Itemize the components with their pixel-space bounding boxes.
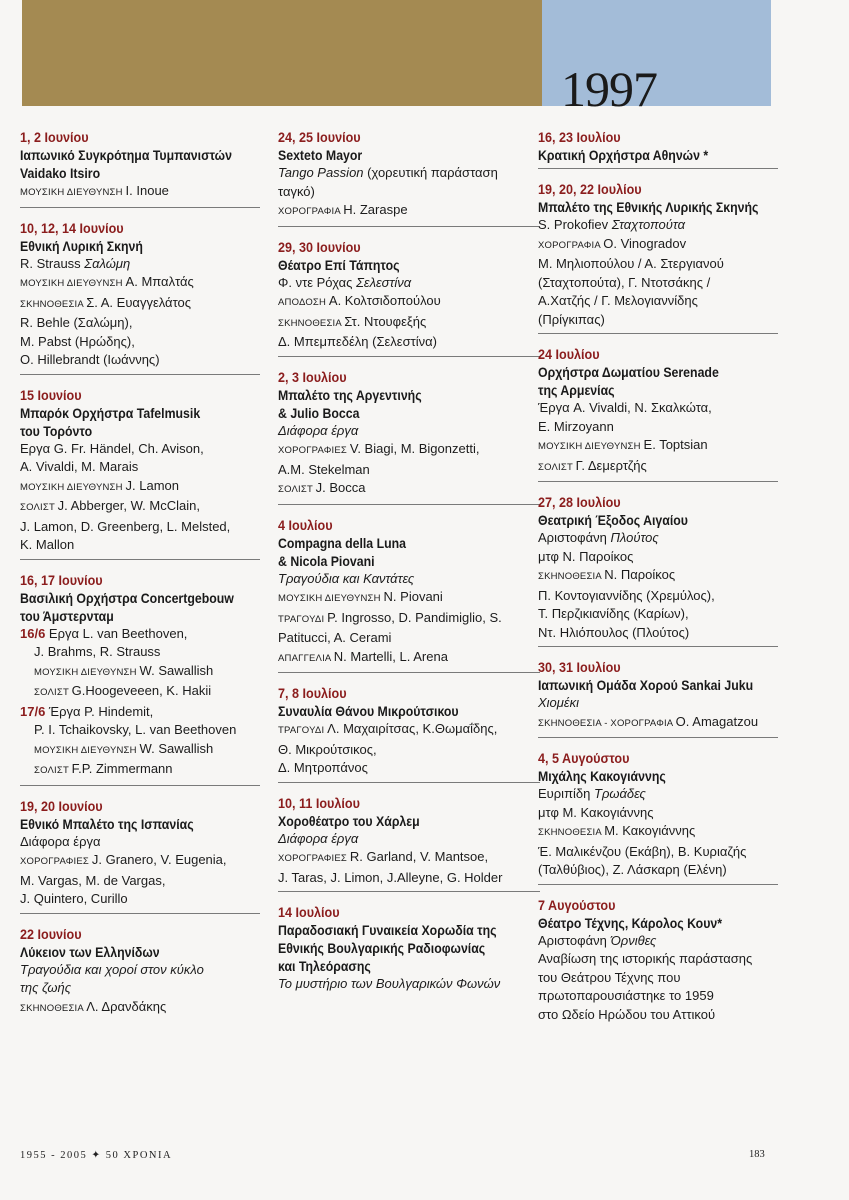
event-detail-line — [20, 273, 260, 294]
detail-text: ταγκό) — [278, 183, 315, 199]
event-detail-line — [278, 720, 540, 741]
event-detail-line — [278, 479, 540, 500]
role-label: ΜΟΥΣΙΚΗ ΔΙΕΥΘΥΝΣΗ — [538, 441, 644, 452]
event-detail-line — [20, 182, 260, 203]
event-title: Vaidako Itsiro — [20, 165, 101, 181]
detail-text: Φ. ντε Ρόχας — [278, 274, 357, 290]
detail-text: R. Behle (Σαλώμη), — [20, 315, 133, 330]
event-detail-line — [278, 741, 540, 760]
work-title: Tango Passion — [278, 165, 364, 180]
event-detail-line — [538, 457, 778, 478]
event-date: 4 Ιουλίου — [278, 516, 333, 533]
detail-text: Γ. Δεμερτζής — [575, 457, 647, 473]
event-detail-line — [20, 314, 260, 333]
event-detail-line — [20, 979, 260, 998]
role-label: ΜΟΥΣΙΚΗ ΔΙΕΥΘΥΝΣΗ — [20, 278, 126, 289]
event-date: 7 Αυγούστου — [538, 896, 616, 913]
event-entry — [20, 571, 260, 786]
detail-text: Έργα P. Hindemit, — [48, 703, 154, 719]
event-detail-line — [278, 201, 540, 222]
role-label: ΜΟΥΣΙΚΗ ΔΙΕΥΘΥΝΣΗ — [20, 481, 126, 493]
detail-text: Α. Κολτσιδοπούλου — [328, 293, 441, 308]
event-detail-line — [538, 216, 778, 235]
detail-text: Δ. Μπεμπεδέλη (Σελεστίνα) — [278, 334, 437, 349]
event-entry — [538, 345, 778, 482]
work-title: Σαλώμη — [84, 255, 131, 271]
event-detail-line — [538, 311, 778, 330]
event-title: της Αρμενίας — [538, 382, 615, 398]
event-title: Μπαλέτο της Αργεντινής — [278, 386, 422, 403]
detail-text: (Πρίγκιπας) — [538, 311, 605, 327]
event-title: Θέατρο Επί Τάπητος — [278, 256, 400, 273]
work-title: της ζωής — [20, 980, 72, 995]
event-detail-line — [538, 1006, 778, 1025]
role-label: ΣΟΛΙΣΤ — [538, 461, 576, 473]
detail-text: Αναβίωση της ιστορικής παράστασης — [538, 951, 753, 966]
event-detail-line — [20, 643, 260, 662]
event-title: Βασιλική Ορχήστρα Concertgebouw — [20, 589, 234, 606]
event-title: Μιχάλης Κακογιάννης — [538, 768, 666, 784]
detail-text: K. Mallon — [20, 537, 75, 552]
event-title: Ορχήστρα Δωματίου Serenade — [538, 364, 719, 380]
event-title: και Τηλεόρασης — [278, 958, 371, 974]
event-entry — [20, 219, 260, 375]
detail-text: O. Vinogradov — [603, 235, 687, 251]
event-detail-line — [278, 292, 540, 313]
event-title: Εθνική Λυρική Σκηνή — [20, 237, 143, 254]
detail-text: J. Brahms, R. Strauss — [34, 644, 161, 659]
event-date: 29, 30 Ιουνίου — [278, 238, 361, 255]
role-label: ΣΚΗΝΟΘΕΣΙΑ - ΧΟΡΟΓΡΑΦΙΑ — [538, 717, 676, 729]
event-detail-line — [20, 833, 260, 852]
work-title: Όρνιθες — [610, 932, 657, 948]
event-title: Εθνικό Μπαλέτο της Ισπανίας — [20, 815, 194, 832]
work-title: Τρωάδες — [594, 786, 646, 801]
detail-text: Π. Κοντογιαννίδης (Χρεμύλος), — [538, 587, 715, 603]
event-date: 16, 17 Ιουνίου — [20, 571, 103, 588]
event-detail-line — [278, 313, 540, 334]
event-detail-line — [20, 682, 260, 703]
event-date: 19, 20 Ιουνίου — [20, 797, 103, 814]
event-detail-line — [538, 274, 778, 293]
detail-text: J. Lamon — [125, 477, 180, 493]
event-detail-line — [20, 294, 260, 315]
event-entry — [538, 749, 778, 885]
event-detail-line — [278, 609, 540, 630]
detail-text: του Θεάτρου Τέχνης που — [538, 969, 681, 985]
event-entry — [278, 684, 540, 783]
role-label: ΜΟΥΣΙΚΗ ΔΙΕΥΘΥΝΣΗ — [278, 593, 384, 604]
event-detail-line — [20, 961, 260, 980]
event-detail-line — [20, 255, 260, 274]
detail-text: (χορευτική παράσταση — [363, 165, 498, 180]
event-entry — [278, 516, 540, 674]
detail-text: (Ταλθύβιος), Ζ. Λάσκαρη (Ελένη) — [538, 862, 727, 877]
event-date: 7, 8 Ιουλίου — [278, 685, 347, 701]
detail-text: Λ. Μαχαιρίτσας, Κ.Θωμαΐδης, — [327, 721, 498, 736]
detail-text: Ευριπίδη — [538, 786, 594, 801]
event-detail-line — [538, 235, 778, 256]
event-title: Ιαπωνική Ομάδα Χορού Sankai Juku — [538, 677, 754, 693]
detail-text: O. Amagatzou — [675, 713, 759, 729]
event-detail-line — [20, 440, 260, 459]
detail-text: Εργα G. Fr. Händel, Ch. Avison, — [20, 440, 204, 456]
event-detail-line — [278, 333, 540, 352]
event-entry — [20, 925, 260, 1023]
detail-text: Τ. Περζικιανίδης (Καρίων), — [538, 606, 689, 621]
event-title: Μπαλέτο της Εθνικής Λυρικής Σκηνής — [538, 199, 759, 215]
event-title: του Τορόντο — [20, 422, 93, 439]
role-label: ΣΟΛΙΣΤ — [34, 687, 72, 698]
detail-text: Patitucci, A. Cerami — [278, 630, 392, 645]
event-detail-line — [278, 422, 540, 441]
event-date: 24, 25 Ιουνίου — [278, 129, 361, 145]
detail-text: Στ. Ντουφεξής — [344, 313, 427, 329]
event-date: 16, 23 Ιουλίου — [538, 129, 621, 145]
role-label: ΧΟΡΟΓΡΑΦΙΕΣ — [278, 853, 350, 864]
detail-text: M. Pabst (Ηρώδης), — [20, 333, 135, 349]
detail-text: Α.Χατζής / Γ. Μελογιαννίδης — [538, 293, 698, 308]
detail-text: Μ. Μηλιοπούλου / Α. Στεργιανού — [538, 256, 724, 271]
detail-text: Έ. Μαλικένζου (Εκάβη), Β. Κυριαζής — [538, 843, 747, 859]
event-detail-line — [20, 536, 260, 555]
event-detail-line — [278, 570, 540, 589]
event-detail-line — [278, 440, 540, 461]
event-detail-line — [278, 869, 540, 888]
role-label: ΜΟΥΣΙΚΗ ΔΙΕΥΘΥΝΣΗ — [34, 666, 140, 678]
role-label: ΣΟΛΙΣΤ — [34, 765, 72, 776]
event-entry — [278, 368, 540, 505]
detail-text: Ν. Παροίκος — [604, 567, 676, 582]
event-entry — [538, 896, 778, 1029]
event-detail-line — [278, 274, 540, 293]
event-detail-line — [278, 588, 540, 609]
event-detail-line — [278, 848, 540, 869]
event-detail-line — [20, 458, 260, 477]
detail-text: A.M. Stekelman — [278, 461, 370, 477]
event-title: Sexteto Mayor — [278, 147, 363, 163]
event-detail-line — [20, 625, 260, 644]
detail-text: Θ. Μικρούτσικος, — [278, 741, 377, 757]
detail-text: πρωτοπαρουσιάστηκε το 1959 — [538, 988, 714, 1003]
event-date: 1, 2 Ιουνίου — [20, 129, 89, 145]
role-label: ΣΚΗΝΟΘΕΣΙΑ — [538, 827, 605, 838]
event-detail-line — [278, 759, 540, 778]
work-title: Χιομέκι — [538, 695, 580, 710]
event-detail-line — [538, 566, 778, 587]
event-entry — [278, 794, 540, 893]
role-label: ΑΠΑΓΓΕΛΙΑ — [278, 652, 334, 664]
event-title: Θέατρο Τέχνης, Κάρολος Κουν* — [538, 914, 723, 931]
column-1 — [20, 128, 260, 1033]
event-detail-line — [20, 740, 260, 761]
event-detail-line — [538, 605, 778, 624]
event-detail-line — [538, 969, 778, 988]
detail-text: W. Sawallish — [139, 662, 214, 678]
event-detail-line — [278, 830, 540, 849]
event-title: Παραδοσιακή Γυναικεία Χορωδία της — [278, 922, 497, 938]
date-sublabel: 16/6 — [20, 625, 49, 641]
event-detail-line — [20, 998, 260, 1019]
event-detail-line — [538, 587, 778, 606]
event-entry — [538, 180, 778, 334]
work-title: Διάφορα έργα — [278, 830, 359, 846]
role-label: ΧΟΡΟΓΡΑΦΙΑ — [278, 206, 344, 217]
event-title: Ιαπωνικό Συγκρότημα Τυμπανιστών — [20, 147, 232, 163]
event-date: 27, 28 Ιουλίου — [538, 494, 621, 510]
role-label: ΧΟΡΟΓΡΑΦΙΕΣ — [278, 445, 350, 456]
role-label: ΤΡΑΓΟΥΔΙ — [278, 725, 328, 736]
event-date: 10, 11 Ιουλίου — [278, 794, 360, 811]
event-title: Κρατική Ορχήστρα Αθηνών * — [538, 147, 709, 163]
event-detail-line — [20, 721, 260, 740]
event-detail-line — [20, 662, 260, 683]
work-title: Τραγούδια και Καντάτες — [278, 570, 415, 586]
event-detail-line — [538, 713, 778, 734]
detail-text: Α. Μπαλτάς — [125, 274, 194, 289]
event-detail-line — [278, 648, 540, 669]
detail-text: J. Abberger, W. McClain, — [57, 498, 200, 513]
work-title: Πλούτος — [610, 530, 659, 545]
event-entry — [538, 658, 778, 738]
event-detail-line — [538, 932, 778, 951]
event-detail-line — [278, 975, 540, 994]
event-detail-line — [20, 760, 260, 781]
event-title: & Nicola Piovani — [278, 552, 375, 569]
detail-text: N. Piovani — [383, 589, 443, 604]
event-detail-line — [538, 843, 778, 862]
event-title: & Julio Bocca — [278, 404, 360, 421]
role-label: ΣΚΗΝΟΘΕΣΙΑ — [20, 298, 87, 310]
detail-text: S. Prokofiev — [538, 217, 612, 232]
detail-text: P. I. Tchaikovsky, L. van Beethoven — [34, 722, 237, 737]
event-entry — [20, 128, 260, 208]
detail-text: Διάφορα έργα — [20, 833, 101, 849]
role-label: ΧΟΡΟΓΡΑΦΙΑ — [538, 239, 604, 251]
event-date: 19, 20, 22 Ιουλίου — [538, 181, 642, 197]
event-detail-line — [278, 461, 540, 480]
event-date: 14 Ιουλίου — [278, 904, 340, 920]
role-label: ΣΚΗΝΟΘΕΣΙΑ — [278, 317, 345, 329]
event-title: Συναυλία Θάνου Μικρούτσικου — [278, 703, 459, 719]
event-detail-line — [538, 987, 778, 1006]
detail-text: Ντ. Ηλιόπουλος (Πλούτος) — [538, 624, 690, 640]
detail-text: W. Sawallish — [139, 740, 214, 756]
detail-text: M. Vargas, M. de Vargas, — [20, 872, 166, 888]
role-label: ΑΠΟΔΟΣΗ — [278, 297, 329, 308]
event-date: 2, 3 Ιουλίου — [278, 368, 347, 385]
event-entry — [278, 903, 540, 998]
event-detail-line — [538, 292, 778, 311]
event-detail-line — [538, 950, 778, 969]
event-date: 24 Ιουλίου — [538, 346, 600, 362]
event-detail-line — [538, 822, 778, 843]
detail-text: E. Mirzoyann — [538, 418, 614, 434]
event-title: Χοροθέατρο του Χάρλεμ — [278, 812, 420, 829]
page-number: 183 — [749, 1149, 765, 1160]
event-detail-line — [538, 861, 778, 880]
detail-text: V. Biagi, M. Bigonzetti, — [349, 441, 480, 456]
event-detail-line — [538, 529, 778, 548]
detail-text: H. Zaraspe — [343, 202, 408, 217]
detail-text: J. Lamon, D. Greenberg, L. Melsted, — [20, 518, 231, 534]
detail-text: N. Martelli, L. Arena — [333, 648, 448, 664]
detail-text: R. Garland, V. Mantsoe, — [349, 849, 489, 864]
event-date: 10, 12, 14 Ιουνίου — [20, 219, 124, 236]
detail-text: A. Vivaldi, M. Marais — [20, 459, 139, 474]
detail-text: (Σταχτοπούτα), Γ. Ντοτσάκης / — [538, 274, 711, 290]
detail-text: J. Quintero, Curillo — [20, 891, 128, 906]
event-detail-line — [538, 255, 778, 274]
detail-text: J. Granero, V. Eugenia, — [91, 852, 227, 867]
event-detail-line — [278, 629, 540, 648]
detail-text: μτφ Ν. Παρoίκος — [538, 548, 634, 564]
event-detail-line — [20, 890, 260, 909]
event-detail-line — [538, 436, 778, 457]
event-entry — [538, 128, 778, 169]
detail-text: στο Ωδείο Ηρώδου του Αττικού — [538, 1006, 716, 1022]
work-title: Διάφορα έργα — [278, 422, 359, 438]
role-label: ΣΚΗΝΟΘΕΣΙΑ — [538, 571, 605, 582]
event-detail-line — [20, 703, 260, 722]
role-label: ΜΟΥΣΙΚΗ ΔΙΕΥΘΥΝΣΗ — [20, 187, 126, 198]
event-detail-line — [538, 804, 778, 823]
detail-text: G.Hoogeveeen, K. Hakii — [71, 683, 212, 698]
event-entry — [538, 493, 778, 647]
detail-text: Αριστοφάνη — [538, 932, 611, 948]
detail-text: Λ. Δρανδάκης — [86, 998, 167, 1014]
role-label: ΤΡΑΓΟΥΔΙ — [278, 613, 328, 625]
detail-text: J. Bocca — [315, 480, 366, 495]
footer-anniversary: 1955 - 2005 ✦ 50 ΧΡΟΝΙΑ — [20, 1150, 173, 1161]
detail-text: Δ. Μητροπάνος — [278, 760, 368, 775]
detail-text: P. Ingrosso, D. Pandimiglio, S. — [327, 609, 502, 625]
header-band-gold — [22, 0, 542, 106]
event-detail-line — [538, 399, 778, 418]
event-title: Μπαρόκ Ορχήστρα Tafelmusik — [20, 404, 201, 421]
event-date: 22 Ιουνίου — [20, 925, 82, 942]
work-title: Σελεστίνα — [356, 274, 412, 290]
role-label: ΣΟΛΙΣΤ — [278, 484, 316, 495]
event-detail-line — [538, 418, 778, 437]
event-title: του Άμστερνταμ — [20, 607, 114, 624]
work-title: Το μυστήριο των Βουλγαρικών Φωνών — [278, 976, 501, 991]
date-sublabel: 17/6 — [20, 703, 49, 719]
event-title: Λύκειον των Ελληνίδων — [20, 943, 160, 960]
role-label: ΜΟΥΣΙΚΗ ΔΙΕΥΘΥΝΣΗ — [34, 744, 140, 756]
detail-text: Έργα A. Vivaldi, Ν. Σκαλκώτα, — [538, 400, 712, 415]
event-detail-line — [20, 477, 260, 498]
detail-text: I. Inoue — [125, 183, 169, 198]
event-date: 4, 5 Αυγούστου — [538, 750, 630, 766]
detail-text: O. Hillebrandt (Ιωάννης) — [20, 352, 160, 367]
detail-text: Σ. Α. Ευαγγελάτος — [86, 294, 192, 310]
detail-text: Εργα L. van Beethoven, — [48, 625, 188, 641]
role-label: ΧΟΡΟΓΡΑΦΙΕΣ — [20, 856, 92, 867]
event-title: Θεατρική Έξοδος Αιγαίου — [538, 512, 688, 528]
event-entry — [278, 128, 540, 227]
event-detail-line — [20, 333, 260, 352]
column-3 — [538, 128, 778, 1039]
event-detail-line — [538, 624, 778, 643]
event-detail-line — [20, 497, 260, 518]
event-entry — [20, 797, 260, 914]
detail-text: E. Toptsian — [643, 437, 708, 452]
work-title: Σταχτοπούτα — [611, 217, 685, 232]
event-entry — [20, 386, 260, 560]
column-2 — [278, 128, 540, 1009]
detail-text: μτφ Μ. Κακογιάννης — [538, 804, 654, 820]
event-detail-line — [20, 851, 260, 872]
event-detail-line — [538, 548, 778, 567]
detail-text: F.P. Zimmermann — [71, 761, 173, 776]
detail-text: J. Taras, J. Limon, J.Alleyne, G. Holder — [278, 869, 503, 885]
event-date: 30, 31 Ιουλίου — [538, 659, 621, 675]
event-date: 15 Ιουνίου — [20, 386, 82, 403]
event-detail-line — [20, 872, 260, 891]
event-title: Compagna della Luna — [278, 534, 407, 551]
detail-text: Αριστοφάνη — [538, 530, 611, 545]
event-detail-line — [278, 183, 540, 202]
event-entry — [278, 238, 540, 357]
event-detail-line — [538, 694, 778, 713]
detail-text: R. Strauss — [20, 255, 85, 271]
event-detail-line — [538, 785, 778, 804]
year-heading: 1997 — [561, 61, 657, 117]
detail-text: Μ. Κακογιάννης — [604, 823, 696, 838]
work-title: Τραγούδια και χοροί στον κύκλο — [20, 961, 204, 977]
event-detail-line — [20, 518, 260, 537]
role-label: ΣΚΗΝΟΘΕΣΙΑ — [20, 1002, 87, 1014]
event-detail-line — [278, 164, 540, 183]
role-label: ΣΟΛΙΣΤ — [20, 502, 58, 513]
event-detail-line — [20, 351, 260, 370]
event-title: Εθνικής Βουλγαρικής Ραδιοφωνίας — [278, 940, 486, 956]
